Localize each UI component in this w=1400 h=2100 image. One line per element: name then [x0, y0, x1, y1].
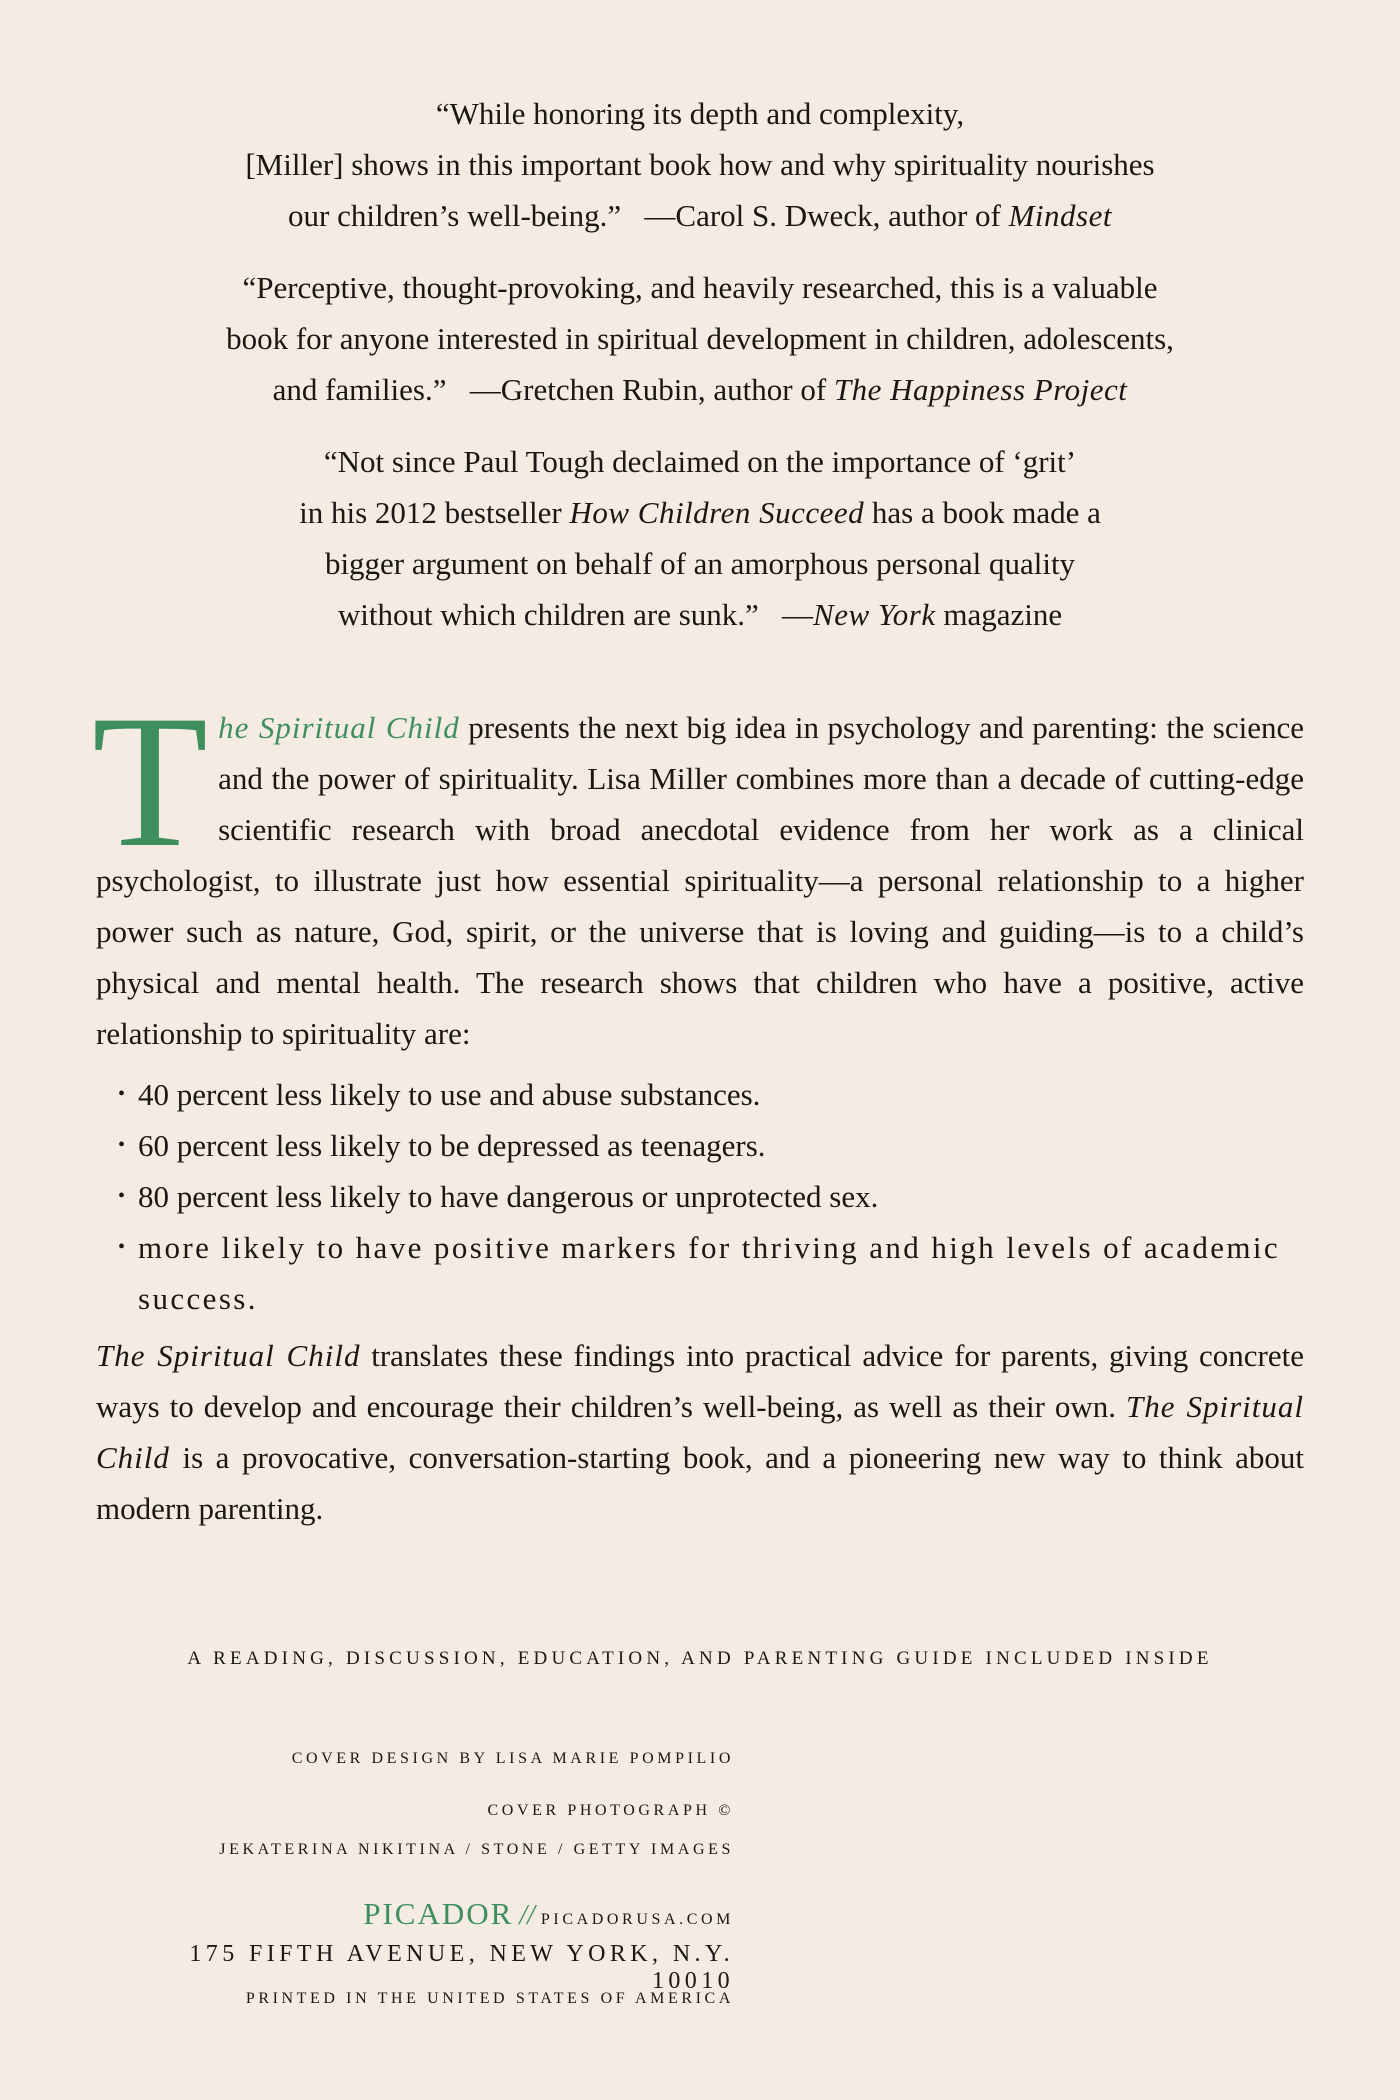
- list-item: • 40 percent less likely to use and abuse substances.: [96, 1069, 1304, 1120]
- book-description: [92, 677, 1305, 1534]
- cover-design-credit: COVER DESIGN BY LISA MARIE POMPILIO: [291, 1750, 734, 1767]
- quote-text: without which children are sunk.”: [337, 597, 759, 632]
- separator: //: [519, 1900, 535, 1931]
- quote-line: “Not since Paul Tough declaimed on the importance of ‘grit’: [323, 444, 1077, 479]
- inline-title: How Children Succeed: [569, 495, 865, 530]
- list-item: • more likely to have positive markers for thriving and high levels of academic success.: [96, 1222, 1304, 1324]
- closing-paragraph: [96, 1330, 1304, 1534]
- publisher-address: 175 FIFTH AVENUE, NEW YORK, N.Y. 10010: [189, 1941, 734, 1994]
- book-title: The Spiritual Child: [96, 1338, 361, 1373]
- quote-line: “Perceptive, thought-provoking, and heavily researched, this is a valuable: [242, 270, 1158, 305]
- quote-attribution: —: [782, 597, 814, 632]
- quote-line: [Miller] shows in this important book how and why spirituality nourishes: [245, 147, 1155, 182]
- quote-line: [0, 364, 1400, 415]
- drop-cap: T: [92, 677, 209, 887]
- list-item: • 80 percent less likely to have dangerous or unprotected sex.: [96, 1171, 1304, 1222]
- quote-line: book for anyone interested in spiritual development in children, adolescents,: [226, 321, 1174, 356]
- book-title-highlight: he Spiritual Child: [218, 710, 460, 745]
- source-title: Mindset: [1008, 198, 1112, 233]
- quote-line: [0, 589, 1400, 640]
- quote-text: in his 2012 bestseller: [299, 495, 562, 530]
- quote-text: has a book made a: [871, 495, 1101, 530]
- quote-text: our children’s well-being.”: [288, 198, 622, 233]
- list-item: • 60 percent less likely to be depressed as teenagers.: [96, 1120, 1304, 1171]
- quote-rubin: [0, 262, 1400, 415]
- printed-in: PRINTED IN THE UNITED STATES OF AMERICA: [245, 1990, 734, 2007]
- quote-new-york: [0, 436, 1400, 640]
- book-title: The Spiritual Child: [96, 1389, 1304, 1475]
- source-title: The Happiness Project: [833, 372, 1128, 407]
- intro-paragraph: [92, 677, 1304, 1059]
- publisher-url[interactable]: PICADORUSA.COM: [540, 1911, 734, 1928]
- quote-line: [0, 487, 1400, 538]
- source-title: New York: [813, 597, 936, 632]
- publisher-line: [100, 1896, 734, 1932]
- guide-note: A READING, DISCUSSION, EDUCATION, AND PARENTING GUIDE INCLUDED INSIDE: [187, 1648, 1213, 1669]
- quote-line: bigger argument on behalf of an amorphous personal quality: [324, 546, 1076, 581]
- quote-attribution: —Gretchen Rubin, author of: [469, 372, 827, 407]
- closing-text: translates these findings into practical advice for parents, giving concrete ways to develop and encourage their children’s well-being, as well as their own.: [96, 1338, 1305, 1424]
- quote-dweck: [0, 88, 1400, 241]
- endorsements: [0, 88, 1400, 661]
- quote-attribution: —Carol S. Dweck, author of: [644, 198, 1001, 233]
- cover-photo-label: COVER PHOTOGRAPH ©: [487, 1802, 734, 1819]
- quote-attribution: magazine: [943, 597, 1063, 632]
- quote-text: and families.”: [272, 372, 447, 407]
- intro-text: presents the next big idea in psychology and parenting: the science and the power of spirituality. Lisa Miller combines more than a decade of cutting-edge scientific research with broad anecdotal evidence from her work as a clinical psychologist, to illustrate just how essential spirituality—a personal relationship to a higher power such as nature, God, spirit, or the universe that is loving and guiding—is to a child’s physical and mental health. The research shows that children who have a positive, active relationship to spirituality are:: [96, 710, 1304, 1051]
- quote-line: “While honoring its depth and complexity,: [435, 96, 965, 131]
- quote-line: [0, 190, 1400, 241]
- publisher-logo: PICADOR: [363, 1896, 514, 1931]
- closing-text: is a provocative, conversation-starting book, and a pioneering new way to think about modern parenting.: [96, 1440, 1304, 1526]
- findings-list: [96, 1069, 1304, 1324]
- cover-photo-credit: JEKATERINA NIKITINA / STONE / GETTY IMAGES: [219, 1841, 734, 1858]
